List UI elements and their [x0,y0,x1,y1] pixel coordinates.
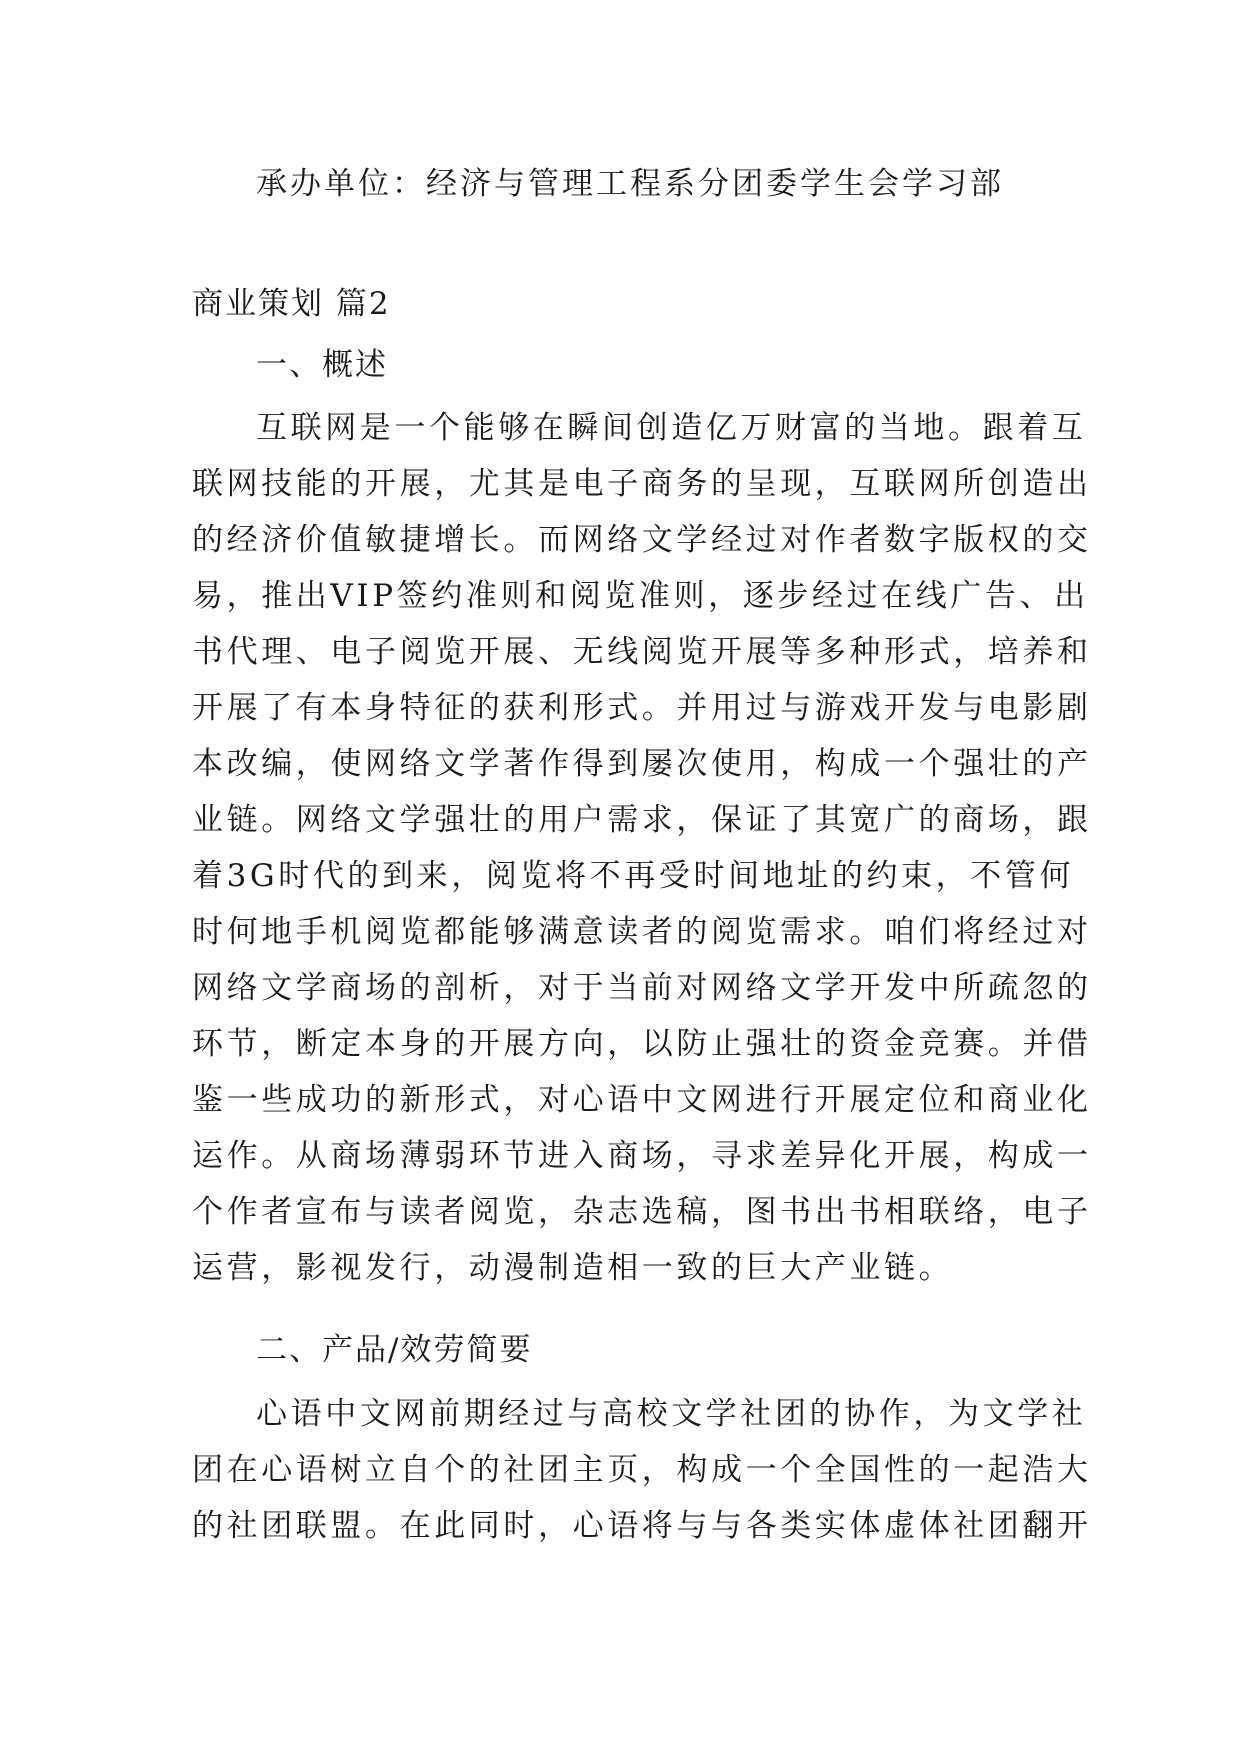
heading-overview: 一、概述 [256,347,388,383]
paragraph-line: 联网技能的开展，尤其是电子商务的呈现，互联网所创造出 [192,466,1092,502]
section-title: 商业策划 篇2 [192,286,391,322]
paragraph-line: 运营，影视发行，动漫制造相一致的巨大产业链。 [192,1250,954,1286]
paragraph-line: 个作者宣布与读者阅览，杂志选稿，图书出书相联络，电子 [192,1194,1092,1230]
paragraph-overview [192,400,1092,1296]
paragraph-line: 网络文学商场的剖析，对于当前对网络文学开发中所疏忽的 [192,970,1092,1006]
heading-product-summary: 二、产品/效劳简要 [256,1332,533,1368]
paragraph-line: 书代理、电子阅览开展、无线阅览开展等多种形式，培养和 [192,634,1092,670]
paragraph-line: 鉴一些成功的新形式，对心语中文网进行开展定位和商业化 [192,1082,1092,1118]
paragraph-line: 环节，断定本身的开展方向，以防止强壮的资金竞赛。并借 [192,1026,1092,1062]
paragraph-line: 时何地手机阅览都能够满意读者的阅览需求。咱们将经过对 [192,914,1092,950]
organizer-line: 承办单位：经济与管理工程系分团委学生会学习部 [256,166,1004,202]
paragraph-line: 业链。网络文学强壮的用户需求，保证了其宽广的商场，跟 [192,802,1092,838]
paragraph-line: 互联网是一个能够在瞬间创造亿万财富的当地。跟着互 [256,410,1087,446]
paragraph-line: 开展了有本身特征的获利形式。并用过与游戏开发与电影剧 [192,690,1092,726]
paragraph-line: 着3G时代的到来，阅览将不再受时间地址的约束，不管何 [192,858,1075,894]
paragraph-line: 运作。从商场薄弱环节进入商场，寻求差异化开展，构成一 [192,1138,1092,1174]
paragraph-line: 团在心语树立自个的社团主页，构成一个全国性的一起浩大 [192,1452,1092,1488]
paragraph-line: 心语中文网前期经过与高校文学社团的协作，为文学社 [256,1396,1087,1432]
paragraph-line: 的社团联盟。在此同时，心语将与与各类实体虚体社团翻开 [192,1508,1092,1544]
paragraph-product-summary [192,1386,1092,1554]
paragraph-line: 的经济价值敏捷增长。而网络文学经过对作者数字版权的交 [192,522,1092,558]
paragraph-line: 易，推出VIP签约准则和阅览准则，逐步经过在线广告、出 [192,578,1089,614]
paragraph-line: 本改编，使网络文学著作得到屡次使用，构成一个强壮的产 [192,746,1092,782]
